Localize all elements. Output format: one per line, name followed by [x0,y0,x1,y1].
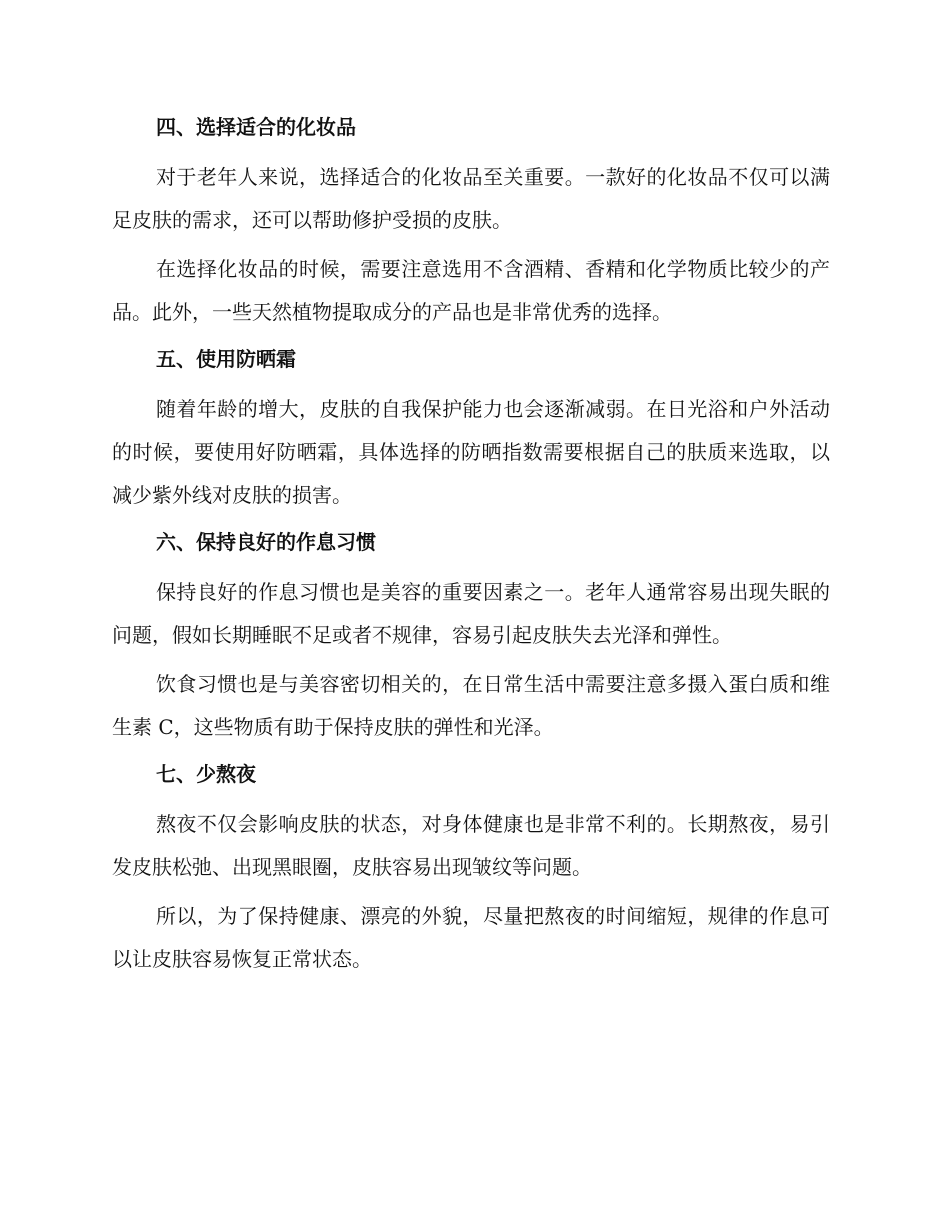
paragraph-routine-1: 保持良好的作息习惯也是美容的重要因素之一。老年人通常容易出现失眠的问题，假如长期睡眠不足或者不规律，容易引起皮肤失去光泽和弹性。 [112,580,830,647]
section-heading-late-night: 七、少熬夜 [156,762,256,786]
section-heading-routine: 六、保持良好的作息习惯 [156,530,376,554]
section-heading-cosmetics: 四、选择适合的化妆品 [156,115,356,139]
paragraph-late-night-1: 熬夜不仅会影响皮肤的状态，对身体健康也是非常不利的。长期熬夜，易引发皮肤松弛、出现黑眼圈，皮肤容易出现皱纹等问题。 [112,812,830,879]
paragraph-sunscreen-1: 随着年龄的增大，皮肤的自我保护能力也会逐渐减弱。在日光浴和户外活动的时候，要使用好防晒霜，具体选择的防晒指数需要根据自己的肤质来选取，以减少紫外线对皮肤的损害。 [112,397,830,507]
section-heading-sunscreen: 五、使用防晒霜 [156,347,296,371]
paragraph-cosmetics-1: 对于老年人来说，选择适合的化妆品至关重要。一款好的化妆品不仅可以满足皮肤的需求，还可以帮助修护受损的皮肤。 [112,165,830,232]
paragraph-routine-2: 饮食习惯也是与美容密切相关的，在日常生活中需要注意多摄入蛋白质和维生素 C，这些物质有助于保持皮肤的弹性和光泽。 [112,672,830,739]
paragraph-cosmetics-2: 在选择化妆品的时候，需要注意选用不含酒精、香精和化学物质比较少的产品。此外，一些天然植物提取成分的产品也是非常优秀的选择。 [112,257,830,324]
paragraph-late-night-2: 所以，为了保持健康、漂亮的外貌，尽量把熬夜的时间缩短，规律的作息可以让皮肤容易恢复正常状态。 [112,904,830,971]
document-page [112,108,830,981]
